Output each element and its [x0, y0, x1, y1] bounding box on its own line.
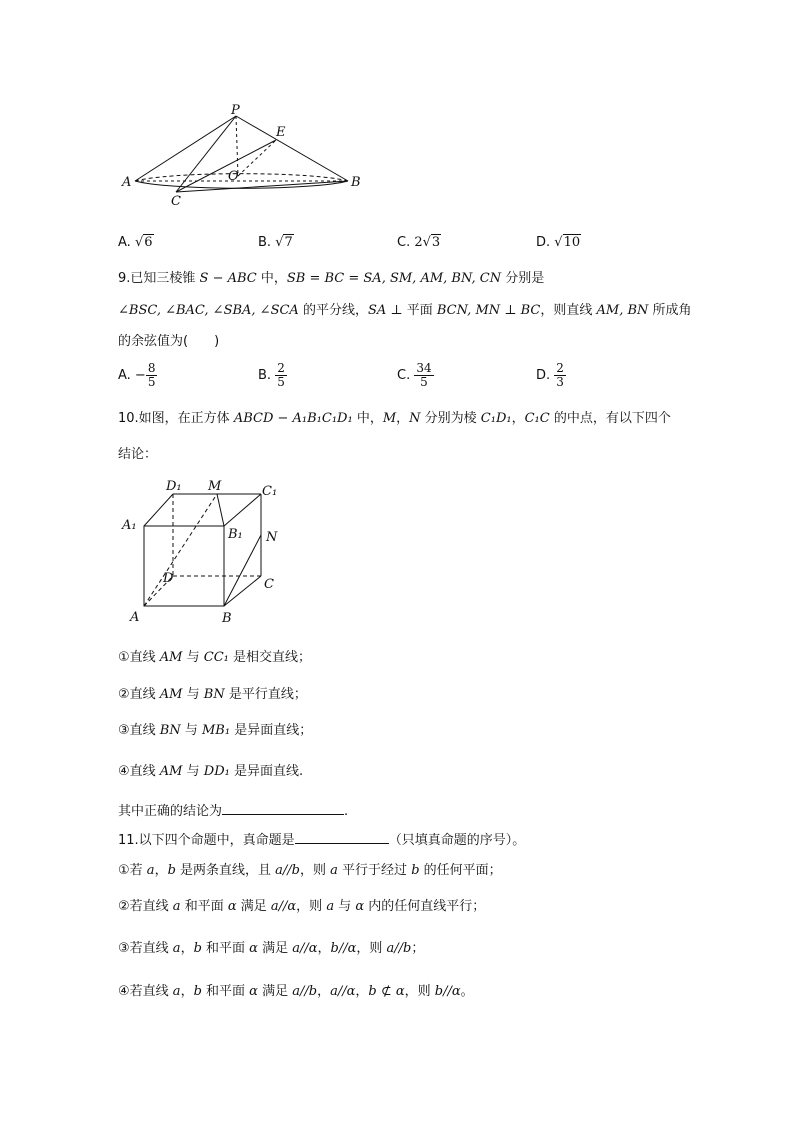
q9-line-3: 的余弦值为( ): [118, 334, 220, 349]
q8-option-a: A. √6: [118, 235, 153, 250]
label-O: O: [228, 169, 239, 184]
label-M: M: [208, 479, 222, 494]
label-A: A: [130, 610, 140, 625]
base-ellipse-front: [135, 181, 348, 188]
q10-answer-blank[interactable]: [222, 802, 344, 815]
label-N: N: [266, 530, 278, 545]
q11-proposition-4: ④若直线 a，b 和平面 α 满足 a//b，a//α，b ⊄ α，则 b//α。: [118, 984, 474, 999]
q10-statement-4: ④直线 AM 与 DD₁ 是异面直线.: [118, 764, 304, 779]
q10-answer-line: 其中正确的结论为 .: [118, 804, 349, 819]
label-E: E: [276, 125, 286, 140]
q10-line-1: 10.如图，在正方体 ABCD − A₁B₁C₁D₁ 中，M，N 分别为棱 C₁D₁，C₁C 的中点，有以下四个: [118, 411, 671, 426]
q10-statement-1: ①直线 AM 与 CC₁ 是相交直线；: [118, 650, 312, 665]
label-B: B: [222, 611, 232, 626]
q9-option-c: C. $\frac{34}{5}$: [397, 361, 432, 389]
cube-figure: [118, 474, 288, 626]
q8-option-d: D. √10: [536, 235, 581, 250]
label-D1: D₁: [166, 479, 182, 494]
edge-PB: [236, 116, 348, 181]
label-C1: C₁: [262, 484, 278, 499]
q11-proposition-2: ②若直线 a 和平面 α 满足 a//α，则 a 与 α 内的任何直线平行；: [118, 899, 486, 914]
q9-option-b: B. $\frac{2}{5}$: [258, 361, 285, 389]
edge-CE: [176, 140, 276, 192]
q10-line-2: 结论：: [118, 447, 158, 462]
q11-proposition-3: ③若直线 a，b 和平面 α 满足 a//α，b//α，则 a//b；: [118, 941, 425, 956]
chord-CB: [176, 181, 348, 192]
q9-line-1: 9.已知三棱锥 S − ABC 中，SB = BC = SA, SM, AM, BN, CN 分别是: [118, 271, 545, 286]
segment-MB1: [217, 494, 224, 526]
q11-proposition-1: ①若 a，b 是两条直线，且 a//b，则 a 平行于经过 b 的任何平面；: [118, 863, 502, 878]
label-B1: B₁: [228, 527, 243, 542]
label-B: B: [351, 175, 361, 190]
q9-line-2: ∠BSC, ∠BAC, ∠SBA, ∠SCA 的平分线，SA ⊥ 平面 BCN, MN ⊥ BC，则直线 AM, BN 所成角: [118, 303, 692, 318]
q11-line-1: 11.以下四个命题中，真命题是 （只填真命题的序号）。: [118, 833, 526, 848]
segment-AM: [144, 494, 217, 606]
q11-answer-blank[interactable]: [295, 831, 389, 844]
height-PO: [236, 116, 238, 176]
cone-figure: [118, 104, 368, 210]
label-C: C: [264, 577, 274, 592]
q8-option-b: B. √7: [258, 235, 293, 250]
q8-option-c: C. 2√3: [397, 235, 441, 250]
label-A1: A₁: [122, 518, 137, 533]
segment-BN: [224, 535, 261, 606]
base-ellipse-back: [135, 174, 348, 181]
label-C: C: [171, 194, 181, 209]
edge-PA: [135, 116, 236, 181]
q10-statement-2: ②直线 AM 与 BN 是平行直线；: [118, 687, 307, 702]
label-P: P: [231, 104, 240, 118]
edge-BC: [224, 576, 261, 606]
label-D: D: [163, 571, 174, 586]
edge-A1D1: [144, 494, 173, 526]
q10-statement-3: ③直线 BN 与 MB₁ 是异面直线；: [118, 723, 313, 738]
segment-OE: [238, 140, 276, 176]
label-A: A: [122, 175, 132, 190]
q9-option-d: D. $\frac{2}{3}$: [536, 361, 564, 389]
q9-option-a: A. − $\frac{8}{5}$: [118, 361, 156, 389]
edge-B1C1: [224, 494, 261, 526]
